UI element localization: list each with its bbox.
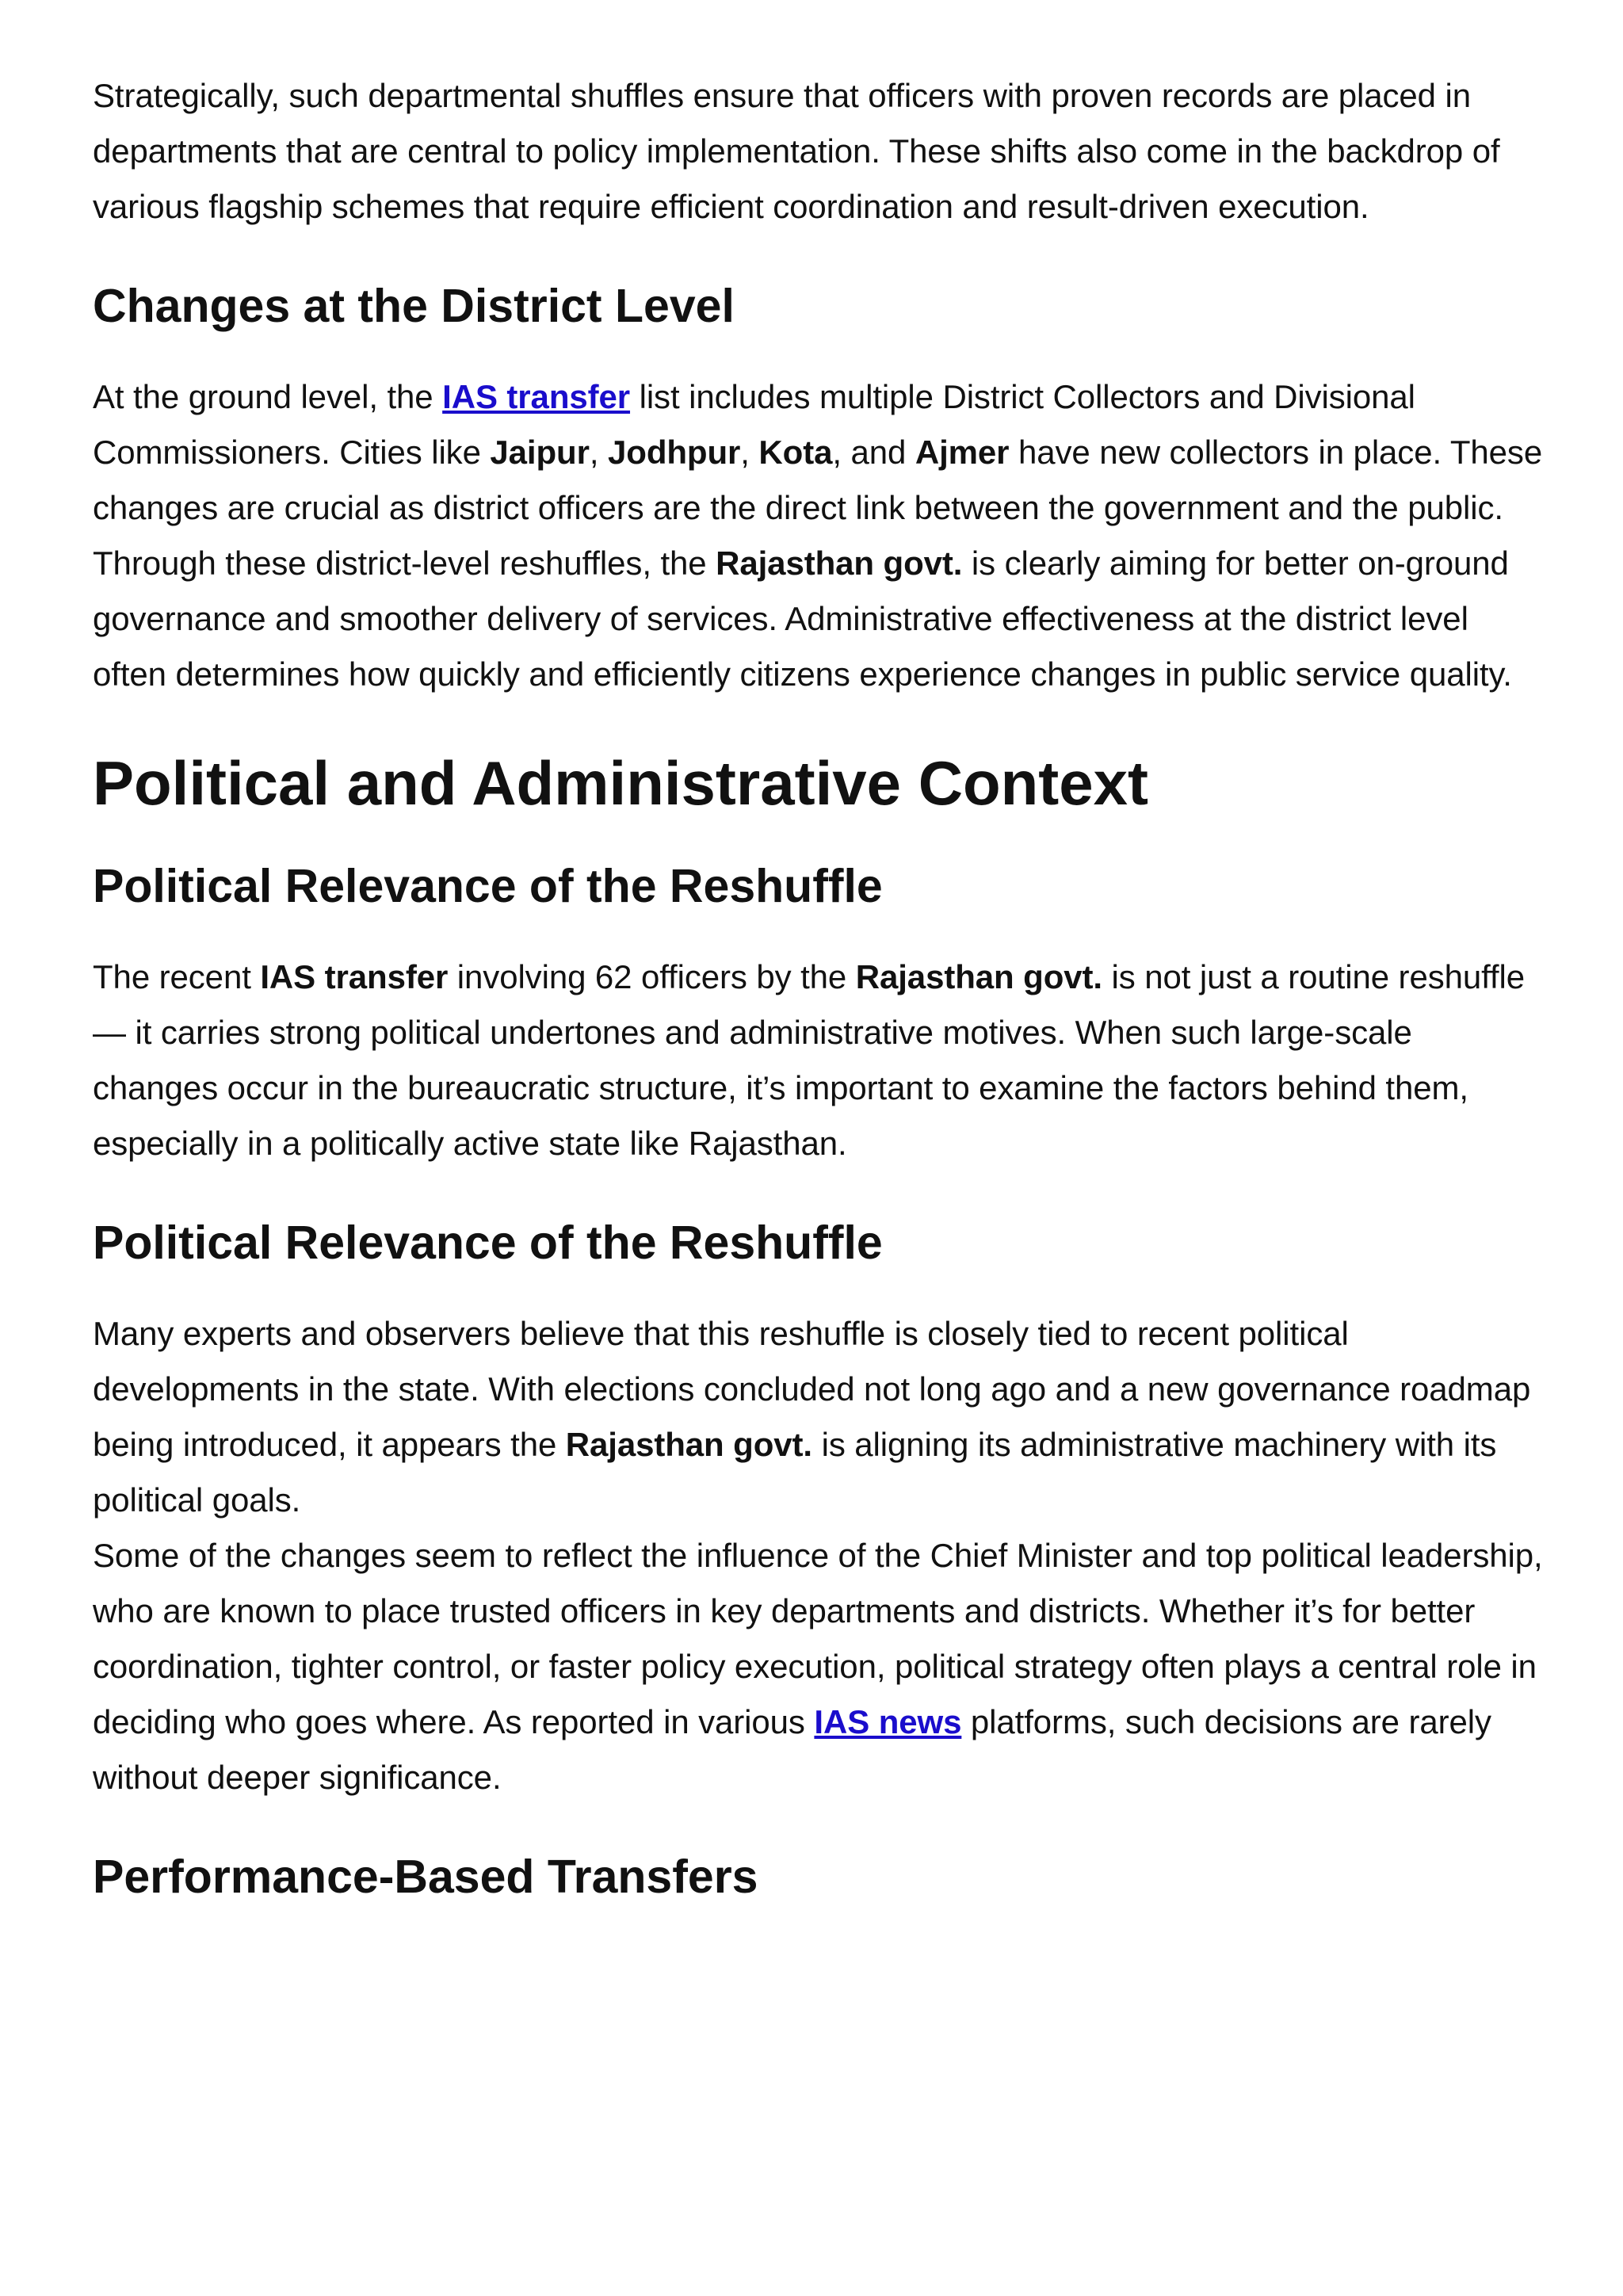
city-jodhpur: Jodhpur: [608, 434, 741, 471]
paragraph-recent-transfer: [93, 949, 1543, 1171]
paragraph-chief-minister-influence: [93, 1528, 1543, 1805]
heading-performance-transfers: Performance-Based Transfers: [93, 1851, 758, 1903]
bold-ias-transfer: IAS transfer: [260, 958, 449, 995]
city-kota: Kota: [758, 434, 833, 471]
text-span: platforms, such decisions are rarely without deeper significance.: [93, 1703, 1491, 1796]
text-span: have new collectors in place. These changes are crucial as district officers are the direct link between the government and the public.: [93, 434, 1543, 526]
paragraph-district-reshuffles: [93, 536, 1543, 702]
text-span: , and: [832, 434, 915, 471]
bold-rajasthan-govt: Rajasthan govt.: [855, 958, 1102, 995]
city-ajmer: Ajmer: [915, 434, 1010, 471]
paragraph-intro: Strategically, such departmental shuffles ensure that officers with proven records are placed in departments that are central to policy implementation. These shifts also come in the backdrop of various flagship schemes that require efficient coordination and result-driven execution.: [93, 77, 1500, 225]
paragraph-experts-believe: [93, 1306, 1543, 1528]
text-span: is not just a routine reshuffle — it carries strong political undertones and administrative motives. When such large-scale changes occur in the bureaucratic structure, it’s important to examine the factors behind them, especially in a politically active state like Rajasthan.: [93, 958, 1525, 1162]
text-span: At the ground level, the: [93, 378, 443, 415]
text-span: involving 62 officers by the: [448, 958, 856, 995]
ias-transfer-link[interactable]: IAS transfer: [442, 378, 631, 415]
heading-district-level: Changes at the District Level: [93, 280, 735, 332]
text-span: ,: [740, 434, 759, 471]
heading-political-relevance: Political Relevance of the Reshuffle: [93, 860, 883, 912]
bold-rajasthan-govt: Rajasthan govt.: [565, 1426, 813, 1463]
text-span: ,: [589, 434, 608, 471]
bold-rajasthan-govt: Rajasthan govt.: [716, 544, 963, 582]
paragraph-district-collectors: [93, 369, 1543, 536]
city-jaipur: Jaipur: [490, 434, 590, 471]
text-span: Through these district-level reshuffles, the: [93, 544, 716, 582]
heading-political-relevance-repeat: Political Relevance of the Reshuffle: [93, 1217, 883, 1269]
ias-news-link[interactable]: IAS news: [814, 1703, 962, 1740]
text-span: list includes multiple District Collectors and Divisional Commissioners. Cities like: [93, 378, 1415, 471]
heading-political-context: Political and Administrative Context: [93, 748, 1149, 818]
article-body: [93, 68, 1543, 1908]
text-span: Some of the changes seem to reflect the influence of the Chief Minister and top political leadership, who are known to place trusted officers in key departments and districts. Whether it’s for better coordination, tighter control, or faster policy execution, political strategy often plays a central role in deciding who goes where. As reported in various: [93, 1537, 1543, 1740]
text-span: Many experts and observers believe that this reshuffle is closely tied to recent political developments in the state. With elections concluded not long ago and a new governance roadmap being introduced, it appears the: [93, 1315, 1531, 1463]
text-span: is aligning its administrative machinery with its political goals.: [93, 1426, 1497, 1519]
text-span: is clearly aiming for better on-ground governance and smoother delivery of services. Administrative effectiveness at the district level often determines how quickly and efficiently citizens experience changes in public service quality.: [93, 544, 1512, 693]
text-span: The recent: [93, 958, 261, 995]
